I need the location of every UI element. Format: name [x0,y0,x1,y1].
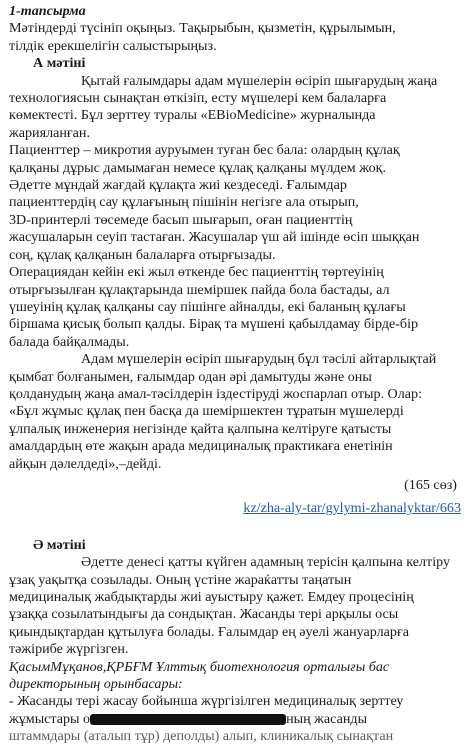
text-a-line: балада байқалмады. [9,333,130,350]
source-link[interactable]: kz/zha-aly-tar/gylymi-zhanalyktar/663 [243,500,461,517]
word-count: (165 сөз) [404,476,457,493]
text-b-partial-line: - Жасанды тері жасау бойынша жүргізілген медициналық зерттеу [9,693,404,710]
text-b-line: тәжірибе жүргізген. [9,641,129,658]
text-a-line: отырғызылған құлақтарында шеміршек пайда бола бастады, ал [9,281,390,298]
author-line: ҚасымМұқанов,ҚРБҒМ Ұлттық биотехнология орталығы бас [9,658,390,675]
text-a-line: Қытай ғалымдары адам мүшелерін өсіріп шығарудың жаңа [81,72,438,89]
text-a-line: Адам мүшелерін өсіріп шығарудың бұл тәсілі айтарлықтай [81,351,437,368]
text-a-line: қымбат болғанымен, ғалымдар одан әрі дамытуды және оны [9,368,372,385]
text-a-line: «Бұл жұмыс құлақ пен басқа да шеміршектен тұратын мүшелерді [9,403,404,420]
text-a-line: технологиясын сынақтан өткізіп, есту мүшелері кем балаларға [9,90,387,107]
text-b-line: Әдетте денесі қатты күйген адамның терісін қалпына келтіру [81,554,451,571]
text-a-heading: А мәтіні [33,55,86,72]
text-a-line: біршама қисық болып қалды. Бірақ та мүшені қабылдамау бірде-бір [9,316,419,333]
text-a-line: Операциядан кейін екі жыл өткенде бес пациенттің төртеуінің [9,264,384,281]
text-b-line: қиындықтардан құтылуға болады. Ғалымдар ең әуелі жануарларға [9,623,409,640]
author-line: директорының орынбасары: [9,676,183,693]
text-a-line: соң, құлақ қалқанын балаларға отырғызады. [9,246,276,263]
task-title: 1-тапсырма [9,3,86,19]
text-a-line: амалдардың өте жақын арада медициналық практикаға енетінін [9,438,393,455]
text-b-heading: Ә мәтіні [33,536,86,553]
text-a-line: Пациенттер – микротия ауруымен туған бес бала: олардың құлақ [9,142,400,159]
text-b-cut-line: штаммдары (аталып тұр) деполды) алып, клиникалық сынақтан [9,728,394,745]
task-instruction-line-2: тілдік ерекшелігін салыстырыңыз. [9,37,217,54]
task-instruction-line-1: Мәтіндерді түсініп оқыңыз. Тақырыбын, қызметін, құрылымын, [9,20,396,37]
text-b-partial-start: жұмыстары о [9,710,91,727]
text-a-line: қалқаны дұрыс дамымаған немесе құлақ қалқаны мүлдем жоқ. [9,159,387,176]
text-b-line: медициналық жабдықтарды жиі ауыстыру қажет. Емдеу процесінің [9,589,414,605]
redaction-bar [90,714,286,725]
text-a-line: пациенттердің сау құлағының пішінін негізге ала отырып, [9,194,359,211]
text-a-line: үшеуінің құлақ қалқаны сау пішінге айналды, екі баланың құлағы [9,298,406,315]
text-b-line: ұзақ уақытқа созылады. Оның үстіне жараќатты таңатын [9,571,352,588]
text-a-line: көмектесті. Бұл зерттеу туралы «EBioMedicine» журналында [9,107,376,124]
text-b-line: ұзаққа созылатындығы да сондықтан. Жасанды тері арқылы осы [9,606,399,623]
text-b-partial-end: ның жасанды [286,710,368,727]
text-b-redacted-line [9,711,463,728]
text-a-line: айқын дәлелдеді»,–дейді. [9,455,162,472]
text-a-line: жарияланған. [9,124,90,141]
text-a-line: жасушаларын сеуіп тастаған. Жасушалар үш ай ішінде өсіп шыққан [9,229,420,246]
section-gap [9,518,463,537]
text-a-line: ұлпалық инженерия негізінде қайта қалпына келтіруге қатысты [9,420,392,437]
text-a-line: қолданудың жаңа амал-тәсілдерін іздестіруді жоспарлап отыр. Олар: [9,385,422,402]
text-a-line: Әдетте мұндай жағдай құлақта жиі кездеседі. Ғалымдар [9,177,347,194]
text-a-line: 3D-принтерлі төсемеде басып шығарып, оған пациенттің [9,211,353,228]
